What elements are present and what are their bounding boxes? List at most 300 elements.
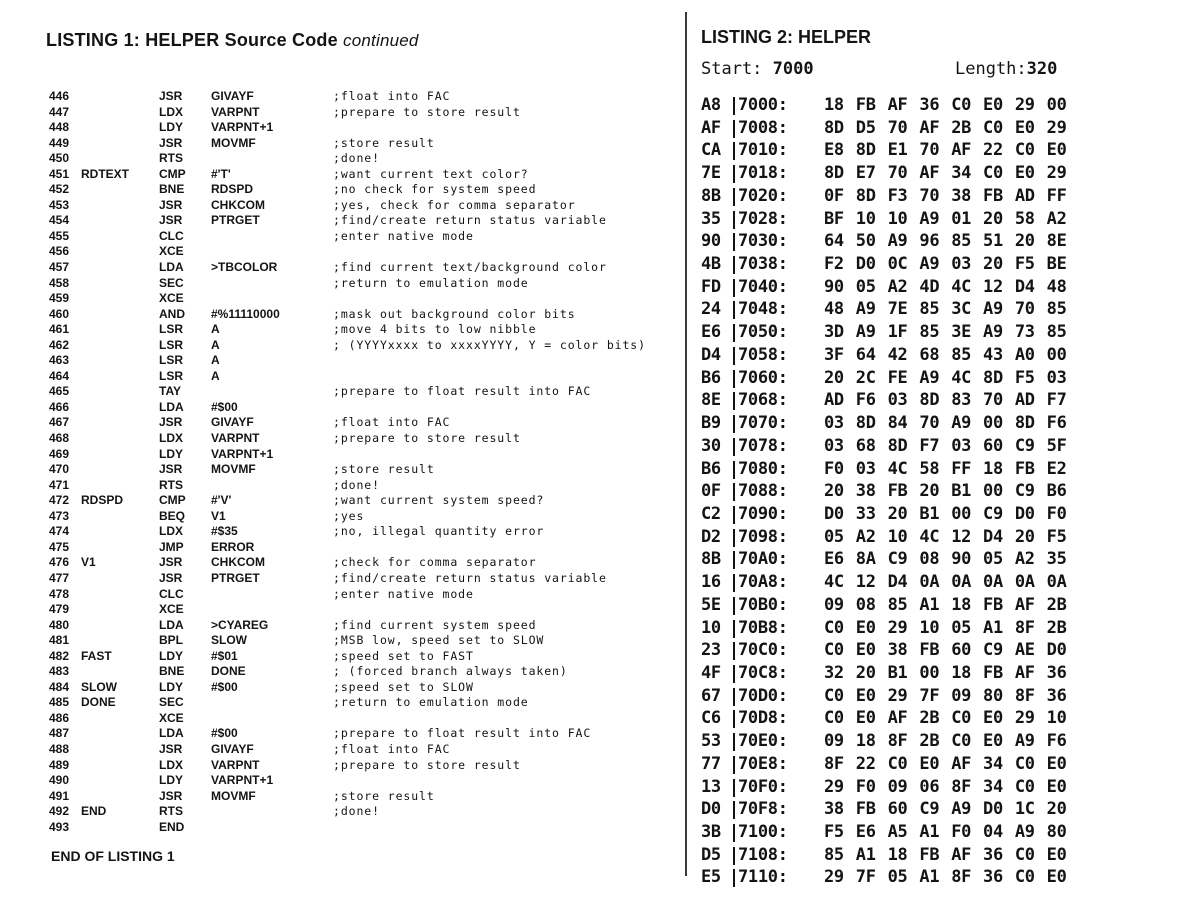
line-comment: ;no, illegal quantity error bbox=[333, 524, 545, 539]
line-number: 446 bbox=[49, 89, 70, 103]
source-line bbox=[0, 307, 684, 323]
listing2-meta bbox=[701, 59, 1081, 83]
row-checksum: CA bbox=[701, 140, 721, 161]
line-number: 447 bbox=[49, 104, 70, 119]
line-number: 481 bbox=[49, 633, 70, 648]
line-operand: VARPNT bbox=[211, 104, 260, 119]
line-comment: ;speed set to FAST bbox=[333, 648, 474, 663]
row-bytes: F0 03 4C 58 FF 18 FB E2 bbox=[824, 458, 1067, 479]
line-comment: ;done! bbox=[333, 477, 380, 492]
hex-row bbox=[701, 548, 1191, 571]
source-line bbox=[0, 260, 684, 276]
line-operand: #$00 bbox=[211, 679, 238, 694]
line-opcode: LDX bbox=[159, 757, 183, 772]
row-bytes: C0 E0 38 FB 60 C9 AE D0 bbox=[824, 640, 1067, 661]
line-comment: ;store result bbox=[333, 462, 435, 477]
line-opcode: BNE bbox=[159, 182, 185, 197]
row-bytes: 8D D5 70 AF 2B C0 E0 29 bbox=[824, 117, 1067, 138]
source-line bbox=[0, 478, 684, 494]
line-operand: SLOW bbox=[211, 633, 247, 648]
row-bytes: C0 E0 29 7F 09 80 8F 36 bbox=[824, 685, 1067, 706]
row-checksum: 16 bbox=[701, 572, 721, 593]
line-label: FAST bbox=[81, 648, 112, 663]
line-number: 472 bbox=[49, 493, 70, 508]
row-bytes: 48 A9 7E 85 3C A9 70 85 bbox=[824, 299, 1067, 320]
line-number: 487 bbox=[49, 726, 70, 741]
row-bytes: 3D A9 1F 85 3E A9 73 85 bbox=[824, 322, 1067, 343]
column-divider bbox=[685, 12, 687, 876]
line-number: 456 bbox=[49, 244, 70, 259]
row-checksum: 13 bbox=[701, 776, 721, 797]
row-address: 7048: bbox=[738, 299, 788, 320]
row-bytes: 20 38 FB 20 B1 00 C9 B6 bbox=[824, 481, 1067, 502]
checksum-separator bbox=[733, 165, 735, 183]
row-checksum: C6 bbox=[701, 708, 721, 729]
source-line bbox=[0, 447, 684, 463]
row-bytes: 8F 22 C0 E0 AF 34 C0 E0 bbox=[824, 753, 1067, 774]
line-number: 493 bbox=[49, 819, 70, 834]
hex-row bbox=[701, 707, 1191, 730]
row-address: 7008: bbox=[738, 117, 788, 138]
line-opcode: JSR bbox=[159, 555, 183, 570]
line-opcode: JSR bbox=[159, 197, 183, 212]
source-line bbox=[0, 633, 684, 649]
source-line bbox=[0, 680, 684, 696]
source-line bbox=[0, 151, 684, 167]
line-comment: ;enter native mode bbox=[333, 228, 474, 243]
source-line bbox=[0, 695, 684, 711]
checksum-separator bbox=[733, 869, 735, 887]
row-checksum: 7E bbox=[701, 163, 721, 184]
checksum-separator bbox=[733, 801, 735, 819]
line-opcode: RTS bbox=[159, 151, 183, 166]
line-comment: ;done! bbox=[333, 804, 380, 819]
row-bytes: 03 8D 84 70 A9 00 8D F6 bbox=[824, 413, 1067, 434]
line-number: 463 bbox=[49, 353, 70, 368]
length-label: Length: bbox=[955, 59, 1027, 79]
row-address: 7018: bbox=[738, 163, 788, 184]
row-address: 7038: bbox=[738, 254, 788, 275]
hex-row bbox=[701, 208, 1191, 231]
line-opcode: LDY bbox=[159, 446, 183, 461]
source-line bbox=[0, 524, 684, 540]
row-checksum: 67 bbox=[701, 685, 721, 706]
hex-row bbox=[701, 480, 1191, 503]
line-comment: ;prepare to float result into FAC bbox=[333, 726, 592, 741]
row-bytes: 64 50 A9 96 85 51 20 8E bbox=[824, 231, 1067, 252]
line-operand: CHKCOM bbox=[211, 555, 265, 570]
row-bytes: 29 7F 05 A1 8F 36 C0 E0 bbox=[824, 867, 1067, 888]
checksum-separator bbox=[733, 688, 735, 706]
source-line bbox=[0, 742, 684, 758]
line-number: 468 bbox=[49, 431, 70, 446]
listing1-title-suffix: continued bbox=[343, 31, 419, 50]
hex-row bbox=[701, 685, 1191, 708]
source-line bbox=[0, 229, 684, 245]
row-checksum: 53 bbox=[701, 731, 721, 752]
source-line bbox=[0, 462, 684, 478]
checksum-separator bbox=[733, 529, 735, 547]
line-number: 461 bbox=[49, 322, 70, 337]
source-line bbox=[0, 804, 684, 820]
source-line bbox=[0, 244, 684, 260]
row-address: 7058: bbox=[738, 344, 788, 365]
row-bytes: 03 68 8D F7 03 60 C9 5F bbox=[824, 435, 1067, 456]
line-number: 478 bbox=[49, 586, 70, 601]
line-operand: V1 bbox=[211, 508, 226, 523]
row-checksum: D4 bbox=[701, 344, 721, 365]
source-line bbox=[0, 540, 684, 556]
checksum-separator bbox=[733, 642, 735, 660]
line-operand: VARPNT bbox=[211, 757, 260, 772]
line-opcode: LDY bbox=[159, 120, 183, 135]
line-operand: PTRGET bbox=[211, 213, 260, 228]
row-checksum: 8E bbox=[701, 390, 721, 411]
row-bytes: 09 18 8F 2B C0 E0 A9 F6 bbox=[824, 731, 1067, 752]
line-operand: MOVMF bbox=[211, 462, 256, 477]
line-operand: A bbox=[211, 337, 220, 352]
line-number: 453 bbox=[49, 197, 70, 212]
line-number: 469 bbox=[49, 446, 70, 461]
hex-row bbox=[701, 185, 1191, 208]
row-checksum: 10 bbox=[701, 617, 721, 638]
row-bytes: 32 20 B1 00 18 FB AF 36 bbox=[824, 662, 1067, 683]
line-operand: VARPNT bbox=[211, 431, 260, 446]
hex-row bbox=[701, 162, 1191, 185]
hex-row bbox=[701, 821, 1191, 844]
row-bytes: 20 2C FE A9 4C 8D F5 03 bbox=[824, 367, 1067, 388]
line-opcode: BNE bbox=[159, 664, 185, 679]
line-opcode: LSR bbox=[159, 322, 183, 337]
line-number: 482 bbox=[49, 648, 70, 663]
checksum-separator bbox=[733, 279, 735, 297]
line-number: 475 bbox=[49, 539, 70, 554]
line-opcode: LDA bbox=[159, 260, 184, 275]
line-operand: >TBCOLOR bbox=[211, 260, 278, 275]
row-bytes: BF 10 10 A9 01 20 58 A2 bbox=[824, 208, 1067, 229]
line-comment: ; (YYYYxxxx to xxxxYYYY, Y = color bits) bbox=[333, 337, 646, 352]
source-line bbox=[0, 555, 684, 571]
checksum-separator bbox=[733, 620, 735, 638]
line-operand: A bbox=[211, 353, 220, 368]
source-line bbox=[0, 167, 684, 183]
line-comment: ;speed set to SLOW bbox=[333, 679, 474, 694]
hex-row bbox=[701, 526, 1191, 549]
line-comment: ;store result bbox=[333, 135, 435, 150]
line-operand: DONE bbox=[211, 664, 246, 679]
checksum-separator bbox=[733, 665, 735, 683]
row-checksum: 35 bbox=[701, 208, 721, 229]
line-opcode: JSR bbox=[159, 89, 183, 103]
line-number: 449 bbox=[49, 135, 70, 150]
hex-row bbox=[701, 639, 1191, 662]
line-opcode: CLC bbox=[159, 586, 184, 601]
row-bytes: 4C 12 D4 0A 0A 0A 0A 0A bbox=[824, 572, 1067, 593]
line-number: 455 bbox=[49, 228, 70, 243]
line-number: 479 bbox=[49, 602, 70, 617]
row-checksum: 8B bbox=[701, 549, 721, 570]
row-address: 7068: bbox=[738, 390, 788, 411]
row-bytes: D0 33 20 B1 00 C9 D0 F0 bbox=[824, 503, 1067, 524]
listing2-hex-dump bbox=[701, 94, 1191, 889]
line-label: RDSPD bbox=[81, 493, 124, 508]
row-address: 7050: bbox=[738, 322, 788, 343]
line-number: 466 bbox=[49, 399, 70, 414]
line-opcode: XCE bbox=[159, 291, 184, 306]
line-opcode: LDY bbox=[159, 679, 183, 694]
line-number: 488 bbox=[49, 741, 70, 756]
checksum-separator bbox=[733, 415, 735, 433]
line-number: 486 bbox=[49, 710, 70, 725]
line-number: 480 bbox=[49, 617, 70, 632]
line-number: 491 bbox=[49, 788, 70, 803]
hex-row bbox=[701, 321, 1191, 344]
line-opcode: LSR bbox=[159, 337, 183, 352]
line-comment: ;no check for system speed bbox=[333, 182, 537, 197]
line-operand: PTRGET bbox=[211, 570, 260, 585]
row-bytes: 8D E7 70 AF 34 C0 E0 29 bbox=[824, 163, 1067, 184]
row-bytes: AD F6 03 8D 83 70 AD F7 bbox=[824, 390, 1067, 411]
source-line bbox=[0, 571, 684, 587]
line-opcode: JSR bbox=[159, 741, 183, 756]
line-number: 470 bbox=[49, 462, 70, 477]
source-line bbox=[0, 509, 684, 525]
line-number: 464 bbox=[49, 368, 70, 383]
row-bytes: E6 8A C9 08 90 05 A2 35 bbox=[824, 549, 1067, 570]
checksum-separator bbox=[733, 233, 735, 251]
listing1-end-label: END OF LISTING 1 bbox=[51, 848, 175, 864]
checksum-separator bbox=[733, 506, 735, 524]
line-number: 483 bbox=[49, 664, 70, 679]
checksum-separator bbox=[733, 97, 735, 115]
line-number: 489 bbox=[49, 757, 70, 772]
line-comment: ;move 4 bits to low nibble bbox=[333, 322, 537, 337]
hex-row bbox=[701, 367, 1191, 390]
line-operand: MOVMF bbox=[211, 135, 256, 150]
line-operand: #'V' bbox=[211, 493, 232, 508]
line-opcode: LDY bbox=[159, 773, 183, 788]
source-line bbox=[0, 587, 684, 603]
row-bytes: 90 05 A2 4D 4C 12 D4 48 bbox=[824, 276, 1067, 297]
line-comment: ;prepare to float result into FAC bbox=[333, 384, 592, 399]
row-checksum: E6 bbox=[701, 322, 721, 343]
line-comment: ;mask out background color bits bbox=[333, 306, 576, 321]
source-line bbox=[0, 431, 684, 447]
row-address: 7080: bbox=[738, 458, 788, 479]
line-number: 452 bbox=[49, 182, 70, 197]
hex-row bbox=[701, 594, 1191, 617]
line-comment: ;want current system speed? bbox=[333, 493, 545, 508]
checksum-separator bbox=[733, 461, 735, 479]
source-line bbox=[0, 198, 684, 214]
row-checksum: 8B bbox=[701, 185, 721, 206]
checksum-separator bbox=[733, 211, 735, 229]
row-checksum: AF bbox=[701, 117, 721, 138]
hex-row bbox=[701, 344, 1191, 367]
line-label: DONE bbox=[81, 695, 116, 710]
row-bytes: C0 E0 29 10 05 A1 8F 2B bbox=[824, 617, 1067, 638]
line-comment: ;find/create return status variable bbox=[333, 213, 607, 228]
line-comment: ;prepare to store result bbox=[333, 104, 521, 119]
row-address: 7030: bbox=[738, 231, 788, 252]
line-opcode: JMP bbox=[159, 539, 184, 554]
line-comment: ;return to emulation mode bbox=[333, 275, 529, 290]
line-comment: ;float into FAC bbox=[333, 89, 451, 103]
line-operand: #'T' bbox=[211, 166, 231, 181]
line-comment: ;find current text/background color bbox=[333, 260, 607, 275]
start-value: 7000 bbox=[772, 59, 814, 79]
row-address: 7088: bbox=[738, 481, 788, 502]
row-checksum: B6 bbox=[701, 367, 721, 388]
line-number: 477 bbox=[49, 570, 70, 585]
checksum-separator bbox=[733, 188, 735, 206]
hex-row bbox=[701, 94, 1191, 117]
row-address: 7098: bbox=[738, 526, 788, 547]
source-line bbox=[0, 120, 684, 136]
line-comment: ;yes, check for comma separator bbox=[333, 197, 576, 212]
source-line bbox=[0, 291, 684, 307]
line-number: 451 bbox=[49, 166, 70, 181]
line-operand: MOVMF bbox=[211, 788, 256, 803]
line-operand: #%11110000 bbox=[211, 306, 280, 321]
hex-row bbox=[701, 298, 1191, 321]
line-operand: GIVAYF bbox=[211, 89, 254, 103]
row-address: 70E0: bbox=[738, 731, 788, 752]
row-bytes: 3F 64 42 68 85 43 A0 00 bbox=[824, 344, 1067, 365]
line-comment: ;float into FAC bbox=[333, 741, 451, 756]
checksum-separator bbox=[733, 847, 735, 865]
row-bytes: 0F 8D F3 70 38 FB AD FF bbox=[824, 185, 1067, 206]
checksum-separator bbox=[733, 120, 735, 138]
hex-row bbox=[701, 866, 1191, 889]
line-comment: ;enter native mode bbox=[333, 586, 474, 601]
listing1-title-main: LISTING 1: HELPER Source Code bbox=[46, 30, 338, 50]
row-checksum: 23 bbox=[701, 640, 721, 661]
hex-row bbox=[701, 617, 1191, 640]
listing1-title bbox=[46, 30, 419, 51]
line-number: 459 bbox=[49, 291, 70, 306]
source-line bbox=[0, 789, 684, 805]
line-number: 450 bbox=[49, 151, 70, 166]
line-comment: ; (forced branch always taken) bbox=[333, 664, 568, 679]
row-bytes: F2 D0 0C A9 03 20 F5 BE bbox=[824, 254, 1067, 275]
row-address: 7110: bbox=[738, 867, 788, 888]
line-operand: RDSPD bbox=[211, 182, 254, 197]
line-operand: ERROR bbox=[211, 539, 255, 554]
row-checksum: C2 bbox=[701, 503, 721, 524]
checksum-separator bbox=[733, 756, 735, 774]
source-line bbox=[0, 726, 684, 742]
checksum-separator bbox=[733, 301, 735, 319]
row-address: 70C0: bbox=[738, 640, 788, 661]
line-number: 490 bbox=[49, 773, 70, 788]
checksum-separator bbox=[733, 370, 735, 388]
length-field bbox=[955, 59, 1057, 79]
source-line bbox=[0, 276, 684, 292]
line-opcode: XCE bbox=[159, 710, 184, 725]
source-line bbox=[0, 89, 684, 105]
row-checksum: 3B bbox=[701, 822, 721, 842]
hex-row bbox=[701, 435, 1191, 458]
row-address: 70D8: bbox=[738, 708, 788, 729]
line-comment: ;prepare to store result bbox=[333, 431, 521, 446]
row-bytes: E8 8D E1 70 AF 22 C0 E0 bbox=[824, 140, 1067, 161]
row-address: 70A8: bbox=[738, 572, 788, 593]
line-number: 492 bbox=[49, 804, 70, 819]
row-checksum: 4F bbox=[701, 662, 721, 683]
line-comment: ;float into FAC bbox=[333, 415, 451, 430]
line-number: 485 bbox=[49, 695, 70, 710]
row-address: 70A0: bbox=[738, 549, 788, 570]
line-comment: ;find current system speed bbox=[333, 617, 537, 632]
line-opcode: CMP bbox=[159, 493, 186, 508]
line-opcode: RTS bbox=[159, 477, 183, 492]
source-line bbox=[0, 493, 684, 509]
hex-row bbox=[701, 571, 1191, 594]
line-number: 465 bbox=[49, 384, 70, 399]
checksum-separator bbox=[733, 710, 735, 728]
line-number: 462 bbox=[49, 337, 70, 352]
source-line bbox=[0, 338, 684, 354]
source-line bbox=[0, 773, 684, 789]
row-address: 7060: bbox=[738, 367, 788, 388]
line-comment: ;find/create return status variable bbox=[333, 570, 607, 585]
line-opcode: LSR bbox=[159, 353, 183, 368]
row-address: 70C8: bbox=[738, 662, 788, 683]
row-checksum: A8 bbox=[701, 95, 721, 115]
row-checksum: 0F bbox=[701, 481, 721, 502]
source-line bbox=[0, 415, 684, 431]
row-checksum: D0 bbox=[701, 799, 721, 820]
row-bytes: 29 F0 09 06 8F 34 C0 E0 bbox=[824, 776, 1067, 797]
line-operand: A bbox=[211, 322, 220, 337]
row-checksum: FD bbox=[701, 276, 721, 297]
line-label: SLOW bbox=[81, 679, 117, 694]
row-checksum: B6 bbox=[701, 458, 721, 479]
source-line bbox=[0, 602, 684, 618]
line-number: 473 bbox=[49, 508, 70, 523]
line-opcode: SEC bbox=[159, 275, 184, 290]
row-address: 7100: bbox=[738, 822, 788, 842]
row-address: 70B0: bbox=[738, 594, 788, 615]
source-line bbox=[0, 711, 684, 727]
row-address: 7078: bbox=[738, 435, 788, 456]
checksum-separator bbox=[733, 597, 735, 615]
source-line bbox=[0, 649, 684, 665]
row-bytes: F5 E6 A5 A1 F0 04 A9 80 bbox=[824, 822, 1067, 842]
row-checksum: D2 bbox=[701, 526, 721, 547]
hex-row bbox=[701, 412, 1191, 435]
row-address: 7108: bbox=[738, 844, 788, 865]
line-number: 484 bbox=[49, 679, 70, 694]
source-line bbox=[0, 664, 684, 680]
hex-row bbox=[701, 844, 1191, 867]
checksum-separator bbox=[733, 324, 735, 342]
row-address: 70E8: bbox=[738, 753, 788, 774]
checksum-separator bbox=[733, 733, 735, 751]
hex-row bbox=[701, 230, 1191, 253]
row-address: 7000: bbox=[738, 95, 788, 115]
row-checksum: 24 bbox=[701, 299, 721, 320]
line-operand: #$35 bbox=[211, 524, 238, 539]
line-operand: CHKCOM bbox=[211, 197, 265, 212]
line-number: 460 bbox=[49, 306, 70, 321]
line-opcode: XCE bbox=[159, 244, 184, 259]
row-bytes: 85 A1 18 FB AF 36 C0 E0 bbox=[824, 844, 1067, 865]
line-opcode: END bbox=[159, 819, 185, 834]
row-bytes: 18 FB AF 36 C0 E0 29 00 bbox=[824, 95, 1067, 115]
listing2-title: LISTING 2: HELPER bbox=[701, 27, 872, 47]
